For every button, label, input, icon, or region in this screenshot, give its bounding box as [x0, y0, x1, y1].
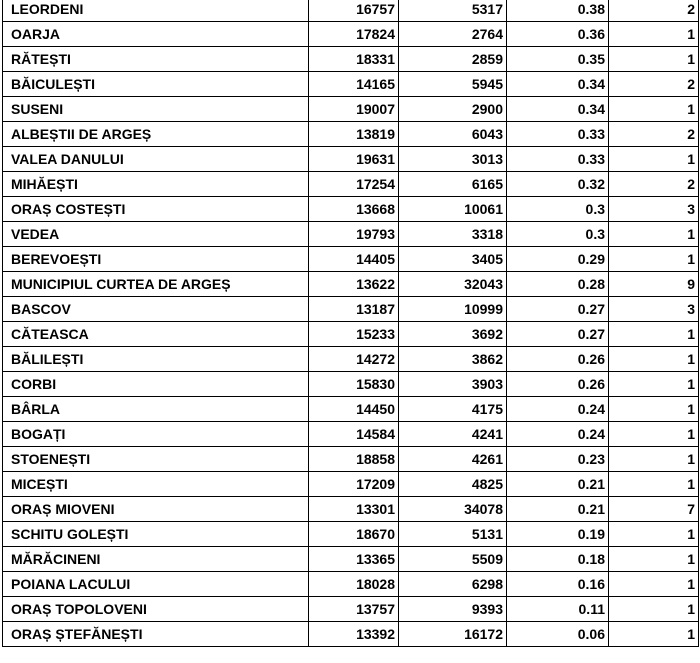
locality-name-cell: ORAȘ COSTEȘTI: [3, 197, 309, 222]
value-a-cell: 15233: [309, 322, 399, 347]
locality-name-cell: ORAȘ TOPOLOVENI: [3, 597, 309, 622]
value-a-cell: 18331: [309, 47, 399, 72]
count-cell: 3: [609, 297, 699, 322]
locality-name-cell: LEORDENI: [3, 0, 309, 22]
value-a-cell: 14272: [309, 347, 399, 372]
ratio-cell: 0.18: [507, 547, 609, 572]
value-a-cell: 14165: [309, 72, 399, 97]
table-row: [3, 347, 699, 372]
table-row: [3, 597, 699, 622]
table-row: [3, 172, 699, 197]
ratio-cell: 0.23: [507, 447, 609, 472]
locality-name-cell: MICEȘTI: [3, 472, 309, 497]
ratio-cell: 0.3: [507, 222, 609, 247]
count-cell: 1: [609, 47, 699, 72]
locality-name-cell: MUNICIPIUL CURTEA DE ARGEȘ: [3, 272, 309, 297]
table-row: [3, 197, 699, 222]
value-b-cell: 6165: [399, 172, 507, 197]
count-cell: 1: [609, 247, 699, 272]
ratio-cell: 0.33: [507, 122, 609, 147]
value-a-cell: 13301: [309, 497, 399, 522]
data-table: [2, 0, 699, 647]
value-a-cell: 14405: [309, 247, 399, 272]
table-row: [3, 447, 699, 472]
count-cell: 7: [609, 497, 699, 522]
locality-name-cell: STOENEȘTI: [3, 447, 309, 472]
count-cell: 1: [609, 397, 699, 422]
value-a-cell: 14584: [309, 422, 399, 447]
locality-name-cell: ORAȘ MIOVENI: [3, 497, 309, 522]
locality-name-cell: CORBI: [3, 372, 309, 397]
value-a-cell: 14450: [309, 397, 399, 422]
ratio-cell: 0.3: [507, 197, 609, 222]
value-b-cell: 10061: [399, 197, 507, 222]
value-b-cell: 5131: [399, 522, 507, 547]
ratio-cell: 0.24: [507, 397, 609, 422]
count-cell: 1: [609, 547, 699, 572]
table-row: [3, 422, 699, 447]
table-row: [3, 497, 699, 522]
table-row: [3, 522, 699, 547]
ratio-cell: 0.27: [507, 297, 609, 322]
value-a-cell: 18028: [309, 572, 399, 597]
count-cell: 1: [609, 22, 699, 47]
table-row: [3, 22, 699, 47]
value-b-cell: 3903: [399, 372, 507, 397]
value-b-cell: 9393: [399, 597, 507, 622]
value-a-cell: 13622: [309, 272, 399, 297]
count-cell: 2: [609, 122, 699, 147]
table-row: [3, 72, 699, 97]
locality-name-cell: MĂRĂCINENI: [3, 547, 309, 572]
value-b-cell: 16172: [399, 622, 507, 647]
value-a-cell: 17824: [309, 22, 399, 47]
ratio-cell: 0.36: [507, 22, 609, 47]
value-b-cell: 4241: [399, 422, 507, 447]
count-cell: 1: [609, 522, 699, 547]
value-b-cell: 3318: [399, 222, 507, 247]
value-a-cell: 18670: [309, 522, 399, 547]
table-row: [3, 297, 699, 322]
count-cell: 1: [609, 147, 699, 172]
value-a-cell: 19793: [309, 222, 399, 247]
value-a-cell: 17254: [309, 172, 399, 197]
ratio-cell: 0.19: [507, 522, 609, 547]
count-cell: 1: [609, 472, 699, 497]
table-row: [3, 147, 699, 172]
value-b-cell: 4825: [399, 472, 507, 497]
value-a-cell: 19007: [309, 97, 399, 122]
table-row: [3, 322, 699, 347]
locality-name-cell: SUSENI: [3, 97, 309, 122]
table-row: [3, 372, 699, 397]
value-a-cell: 19631: [309, 147, 399, 172]
value-b-cell: 5317: [399, 0, 507, 22]
count-cell: 1: [609, 347, 699, 372]
value-b-cell: 10999: [399, 297, 507, 322]
locality-name-cell: OARJA: [3, 22, 309, 47]
value-b-cell: 3692: [399, 322, 507, 347]
ratio-cell: 0.38: [507, 0, 609, 22]
count-cell: 2: [609, 172, 699, 197]
count-cell: 3: [609, 197, 699, 222]
value-b-cell: 4175: [399, 397, 507, 422]
value-b-cell: 6298: [399, 572, 507, 597]
count-cell: 1: [609, 222, 699, 247]
ratio-cell: 0.35: [507, 47, 609, 72]
count-cell: 1: [609, 372, 699, 397]
ratio-cell: 0.21: [507, 472, 609, 497]
count-cell: 1: [609, 572, 699, 597]
table-row: [3, 472, 699, 497]
count-cell: 1: [609, 97, 699, 122]
ratio-cell: 0.32: [507, 172, 609, 197]
value-b-cell: 32043: [399, 272, 507, 297]
ratio-cell: 0.29: [507, 247, 609, 272]
value-a-cell: 13187: [309, 297, 399, 322]
locality-name-cell: VEDEA: [3, 222, 309, 247]
locality-name-cell: BÂRLA: [3, 397, 309, 422]
table-body: [3, 0, 699, 647]
value-b-cell: 6043: [399, 122, 507, 147]
ratio-cell: 0.26: [507, 372, 609, 397]
value-b-cell: 2764: [399, 22, 507, 47]
table-row: [3, 47, 699, 72]
table-row: [3, 397, 699, 422]
locality-name-cell: POIANA LACULUI: [3, 572, 309, 597]
ratio-cell: 0.28: [507, 272, 609, 297]
locality-name-cell: RĂTEȘTI: [3, 47, 309, 72]
table-row: [3, 222, 699, 247]
count-cell: 2: [609, 0, 699, 22]
value-b-cell: 2900: [399, 97, 507, 122]
table-row: [3, 272, 699, 297]
table-row: [3, 547, 699, 572]
count-cell: 2: [609, 72, 699, 97]
ratio-cell: 0.26: [507, 347, 609, 372]
table-row: [3, 622, 699, 647]
value-a-cell: 13365: [309, 547, 399, 572]
locality-name-cell: SCHITU GOLEȘTI: [3, 522, 309, 547]
value-a-cell: 16757: [309, 0, 399, 22]
value-a-cell: 18858: [309, 447, 399, 472]
locality-name-cell: BĂICULEȘTI: [3, 72, 309, 97]
ratio-cell: 0.27: [507, 322, 609, 347]
ratio-cell: 0.24: [507, 422, 609, 447]
ratio-cell: 0.16: [507, 572, 609, 597]
locality-name-cell: BEREVOEȘTI: [3, 247, 309, 272]
value-b-cell: 2859: [399, 47, 507, 72]
ratio-cell: 0.34: [507, 97, 609, 122]
locality-name-cell: CĂTEASCA: [3, 322, 309, 347]
value-b-cell: 3013: [399, 147, 507, 172]
value-a-cell: 13819: [309, 122, 399, 147]
value-b-cell: 34078: [399, 497, 507, 522]
count-cell: 1: [609, 597, 699, 622]
table-row: [3, 247, 699, 272]
value-b-cell: 5945: [399, 72, 507, 97]
value-b-cell: 4261: [399, 447, 507, 472]
value-a-cell: 13668: [309, 197, 399, 222]
table-row: [3, 97, 699, 122]
value-b-cell: 3862: [399, 347, 507, 372]
value-a-cell: 15830: [309, 372, 399, 397]
locality-name-cell: MIHĂEȘTI: [3, 172, 309, 197]
value-b-cell: 5509: [399, 547, 507, 572]
locality-name-cell: BĂLILEȘTI: [3, 347, 309, 372]
count-cell: 1: [609, 422, 699, 447]
ratio-cell: 0.06: [507, 622, 609, 647]
locality-name-cell: BOGAȚI: [3, 422, 309, 447]
count-cell: 9: [609, 272, 699, 297]
value-b-cell: 3405: [399, 247, 507, 272]
ratio-cell: 0.21: [507, 497, 609, 522]
ratio-cell: 0.33: [507, 147, 609, 172]
locality-name-cell: ORAȘ ȘTEFĂNEȘTI: [3, 622, 309, 647]
count-cell: 1: [609, 622, 699, 647]
table-row: [3, 572, 699, 597]
value-a-cell: 13392: [309, 622, 399, 647]
locality-name-cell: BASCOV: [3, 297, 309, 322]
value-a-cell: 13757: [309, 597, 399, 622]
ratio-cell: 0.34: [507, 72, 609, 97]
count-cell: 1: [609, 322, 699, 347]
count-cell: 1: [609, 447, 699, 472]
locality-name-cell: ALBEȘTII DE ARGEȘ: [3, 122, 309, 147]
ratio-cell: 0.11: [507, 597, 609, 622]
locality-name-cell: VALEA DANULUI: [3, 147, 309, 172]
table-row: [3, 122, 699, 147]
table-row: [3, 0, 699, 22]
value-a-cell: 17209: [309, 472, 399, 497]
